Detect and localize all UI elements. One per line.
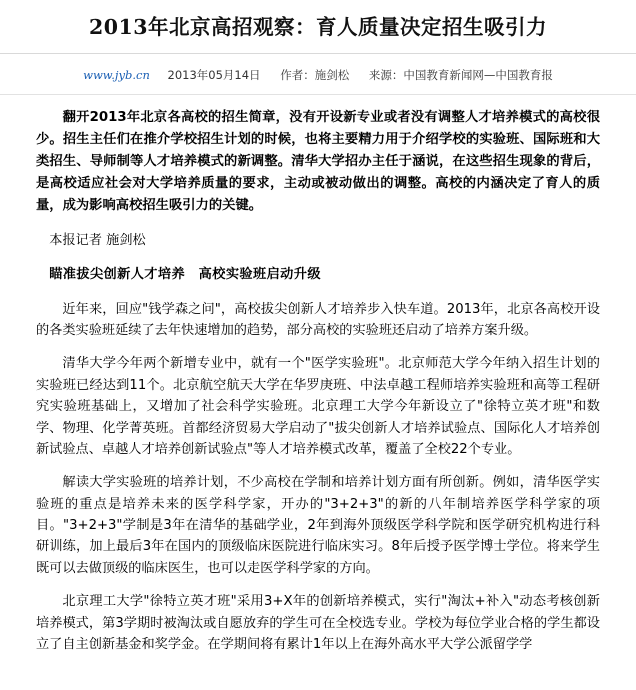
paragraph: 清华大学今年两个新增专业中，就有一个"医学实验班"。北京师范大学今年纳入招生计划的实验班已经达到11个。北京航空航天大学在华罗庚班、中法卓越工程师培养实验班和高等工程研究实验班基础上，又增加了社会科学实验班。北京理工大学今年新设立了"徐特立英才班"和数学、物理、化学菁英班。首都经济贸易大学启动了"拔尖创新人才培养试验点、国际化人才培养创新试验点、卓越人才培养创新试验点"等人才培养模式改革，覆盖了全校22个专业。: [36, 356, 600, 457]
section-subheading: 瞄准拔尖创新人才培养 高校实验班启动升级: [49, 267, 321, 283]
lead-paragraph: 翻开2013年北京各高校的招生简章，没有开设新专业或者没有调整人才培养模式的高校很少。招生主任们在推介学校招生计划的时候，也将主要精力用于介绍学校的实验班、国际班和大类招生、导师制等人才培养模式的新调整。清华大学招办主任于涵说，在这些招生现象的背后，是高校适应社会对大学培养质量的要求，主动或被动做出的调整。高校的内涵决定了育人的质量，成为影响高校招生吸引力的关键。: [36, 109, 600, 213]
author-label: 作者：施剑松: [280, 67, 350, 82]
paragraph: 近年来，回应"钱学森之问"，高校拔尖创新人才培养步入快车道。2013年，北京各高校开设的各类实验班延续了去年快速增加的趋势，部分高校的实验班还启动了培养方案升级。: [36, 301, 600, 339]
source-site-link[interactable]: www.jyb.cn: [83, 67, 150, 82]
title-bar: [0, 0, 636, 54]
page-title: 2013年北京高招观察：育人质量决定招生吸引力: [88, 15, 548, 39]
article-body: [0, 95, 636, 656]
article-meta: [0, 54, 636, 95]
publish-date: 2013年05月14日: [167, 67, 261, 82]
source-label: 来源：中国教育新闻网—中国教育报: [368, 67, 553, 82]
paragraph: 解读大学实验班的培养计划，不少高校在学制和培养计划方面有所创新。例如，清华医学实验班的重点是培养未来的医学科学家，开办的"3+2+3"的新的八年制培养医学科学家的项目。"3+2+3"学制是3年在清华的基础学业，2年到海外顶级医学科学院和医学研究机构进行科研训练，加上最后3年在国内的顶级临床医院进行临床实习。8年后授予医学博士学位。将来学生既可以去做顶级的临床医生，也可以走医学科学家的方向。: [36, 475, 600, 576]
reporter-byline: 本报记者 施剑松: [49, 232, 146, 248]
paragraph: 北京理工大学"徐特立英才班"采用3+X年的创新培养模式，实行"淘汰+补入"动态考核创新培养模式，第3学期时被淘汰或自愿放弃的学生可在全校选专业。学校为每位学业合格的学生都设立了自主创新基金和奖学金。在学期间将有累计1年以上在海外高水平大学公派留学学: [36, 594, 600, 652]
